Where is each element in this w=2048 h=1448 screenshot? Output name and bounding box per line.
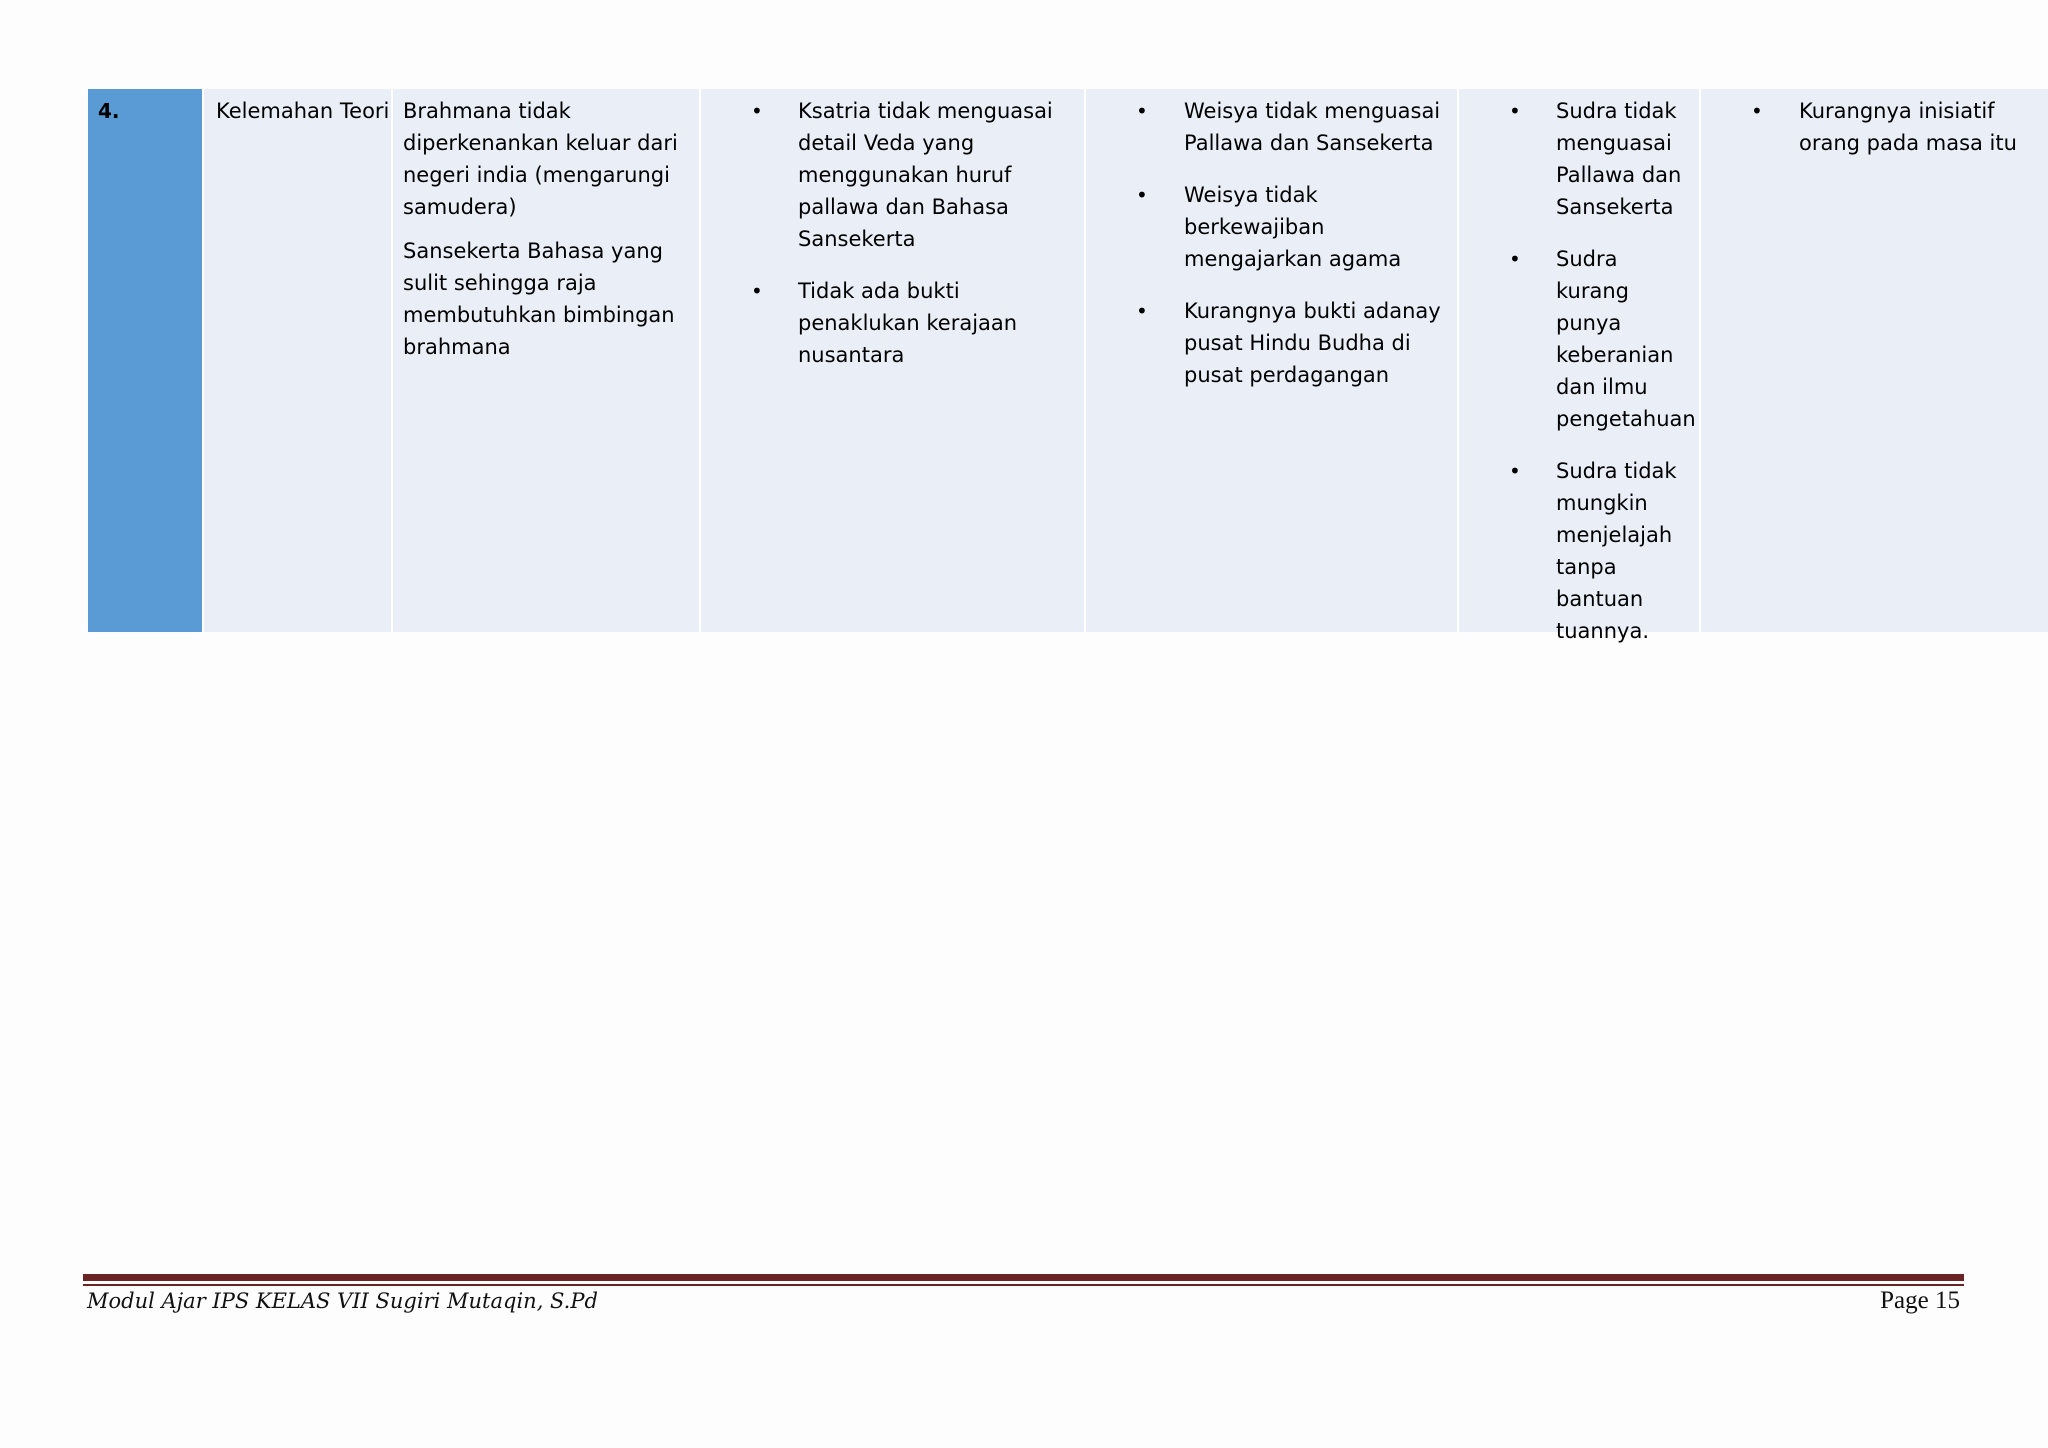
footer-module-title: Modul Ajar IPS KELAS VII Sugiri Mutaqin, S.Pd bbox=[87, 1289, 598, 1313]
bullet-icon: • bbox=[1509, 247, 1521, 271]
list-item bbox=[1136, 179, 1449, 275]
list-item-text: Sudra tidak mungkin menjelajah tanpa bantuan tuannya. bbox=[1556, 459, 1677, 643]
weisya-column-cell bbox=[1084, 89, 1457, 632]
bullet-list bbox=[1701, 89, 2048, 159]
list-item-text: Ksatria tidak menguasai detail Veda yang menggunakan huruf pallawa dan Bahasa Sansekerta bbox=[798, 99, 1053, 251]
row-label: Kelemahan Teori bbox=[216, 99, 390, 123]
list-item-text: Weisya tidak berkewajiban mengajarkan agama bbox=[1184, 183, 1402, 271]
list-item bbox=[751, 275, 1076, 371]
bullet-icon: • bbox=[751, 279, 763, 303]
bullet-list bbox=[1086, 89, 1457, 391]
bullet-icon: • bbox=[1136, 299, 1148, 323]
paragraph: Sansekerta Bahasa yang sulit sehingga raja membutuhkan bimbingan brahmana bbox=[403, 239, 675, 359]
list-item bbox=[1509, 243, 1696, 435]
list-item-text: Kurangnya bukti adanay pusat Hindu Budha di pusat perdagangan bbox=[1184, 299, 1441, 387]
brahmana-column-cell bbox=[391, 89, 699, 632]
arus-balik-column-cell bbox=[1699, 89, 2048, 632]
list-item-text: Sudra kurang punya keberanian dan ilmu pengetahuan bbox=[1556, 247, 1696, 431]
list-item bbox=[1751, 95, 2048, 159]
row-number-cell bbox=[88, 89, 202, 632]
bullet-list bbox=[1459, 89, 1699, 647]
list-item-text: Kurangnya inisiatif orang pada masa itu bbox=[1799, 99, 2017, 155]
list-item bbox=[1509, 95, 1693, 223]
bullet-icon: • bbox=[1136, 99, 1148, 123]
row-number: 4. bbox=[98, 99, 120, 123]
bullet-list bbox=[701, 89, 1084, 371]
list-item bbox=[1509, 455, 1693, 647]
bullet-icon: • bbox=[751, 99, 763, 123]
footer-divider-thin bbox=[83, 1284, 1964, 1286]
page-number: Page 15 bbox=[1880, 1287, 1960, 1314]
bullet-icon: • bbox=[1509, 99, 1521, 123]
paragraph: Brahmana tidak diperkenankan keluar dari negeri india (mengarungi samudera) bbox=[403, 99, 678, 219]
bullet-icon: • bbox=[1136, 183, 1148, 207]
bullet-icon: • bbox=[1509, 459, 1521, 483]
list-item bbox=[1136, 295, 1449, 391]
list-item-text: Tidak ada bukti penaklukan kerajaan nusantara bbox=[798, 279, 1018, 367]
row-label-cell bbox=[202, 89, 391, 632]
list-item-text: Sudra tidak menguasai Pallawa dan Sansekerta bbox=[1556, 99, 1682, 219]
sudra-column-cell bbox=[1457, 89, 1699, 643]
list-item bbox=[1136, 95, 1449, 159]
ksatria-column-cell bbox=[699, 89, 1084, 632]
list-item bbox=[751, 95, 1076, 255]
footer-divider-thick bbox=[83, 1274, 1964, 1281]
content-table-row bbox=[88, 89, 2048, 643]
list-item-text: Weisya tidak menguasai Pallawa dan Sansekerta bbox=[1184, 99, 1441, 155]
bullet-icon: • bbox=[1751, 99, 1763, 123]
